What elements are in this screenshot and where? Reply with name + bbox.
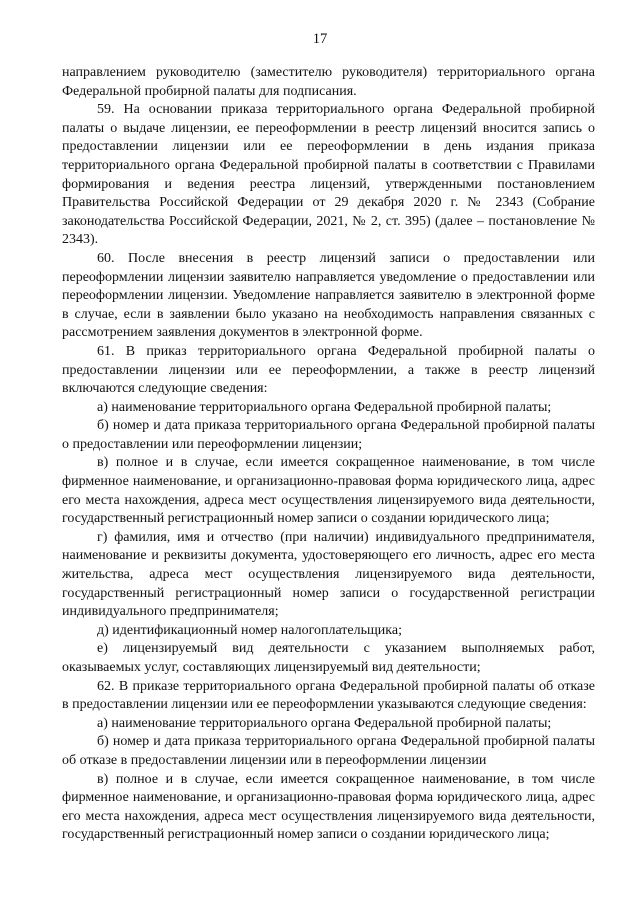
paragraph-59: 59. На основании приказа территориального органа Федеральной пробирной палаты о выдаче лицензии, ее переоформлении в реестр лицензий вносится запись о предоставлении лицензии или ее переоформлении в день издания приказа территориального органа Федеральной пробирной палаты в соответствии с Правилами формирования и ведения реестра лицензий, утвержденными постановлением Правительства Российской Федерации от 29 декабря 2020 г. № 2343 (Собрание законодательства Российской Федерации, 2021, № 2, ст. 395) (далее – постановление № 2343). xyxy=(62,102,595,248)
paragraph-61-e: е) лицензируемый вид деятельности с указанием выполняемых работ, оказываемых услуг, составляющих лицензируемый вид деятельности; xyxy=(62,641,595,675)
paragraph-61-g: г) фамилия, имя и отчество (при наличии) индивидуального предпринимателя, наименование и реквизиты документа, удостоверяющего его личность, адрес его места жительства, адреса мест осуществления лицензируемого вида деятельности, государственный регистрационный номер записи о государственной регистрации индивидуального предпринимателя; xyxy=(62,529,595,620)
page-number: 17 xyxy=(312,31,328,47)
paragraph-61-a: а) наименование территориального органа Федеральной пробирной палаты; xyxy=(97,399,552,415)
paragraph-continuation: направлением руководителю (заместителю руководителя) территориального органа Федеральной пробирной палаты для подписания. xyxy=(62,65,595,99)
paragraph-61-d: д) идентификационный номер налогоплательщика; xyxy=(97,622,402,638)
paragraph-61-b: б) номер и дата приказа территориального органа Федеральной пробирной палаты о предоставлении или переоформлении лицензии; xyxy=(62,418,595,452)
paragraph-62-a: а) наименование территориального органа Федеральной пробирной палаты; xyxy=(97,715,552,731)
paragraph-62-v: в) полное и в случае, если имеется сокращенное наименование, в том числе фирменное наименование, и организационно-правовая форма юридического лица, адрес его места нахождения, адреса мест осуществления лицензируемого вида деятельности, государственный регистрационный номер записи о создании юридического лица; xyxy=(62,771,595,843)
paragraph-61-v: в) полное и в случае, если имеется сокращенное наименование, в том числе фирменное наименование, и организационно-правовая форма юридического лица, адрес его места нахождения, адреса мест осуществления лицензируемого вида деятельности, государственный регистрационный номер записи о создании юридического лица; xyxy=(62,455,595,527)
paragraph-61: 61. В приказ территориального органа Федеральной пробирной палаты о предоставлении лицензии или ее переоформлении, а также в реестр лицензий включаются следующие сведения: xyxy=(62,343,595,397)
document-body xyxy=(62,64,595,845)
paragraph-62-b: б) номер и дата приказа территориального органа Федеральной пробирной палаты об отказе в предоставлении лицензии или в переоформлении лицензии xyxy=(62,734,595,768)
paragraph-62: 62. В приказе территориального органа Федеральной пробирной палаты об отказе в предоставлении лицензии или ее переоформлении указываются следующие сведения: xyxy=(62,678,595,713)
paragraph-60: 60. После внесения в реестр лицензий записи о предоставлении или переоформлении лицензии заявителю направляется уведомление о предоставлении или переоформлении лицензии. Уведомление направляется заявителю в электронной форме в случае, если в заявлении было указано на необходимость направления связанных с рассмотрением заявления документов в электронной форме. xyxy=(62,250,595,341)
